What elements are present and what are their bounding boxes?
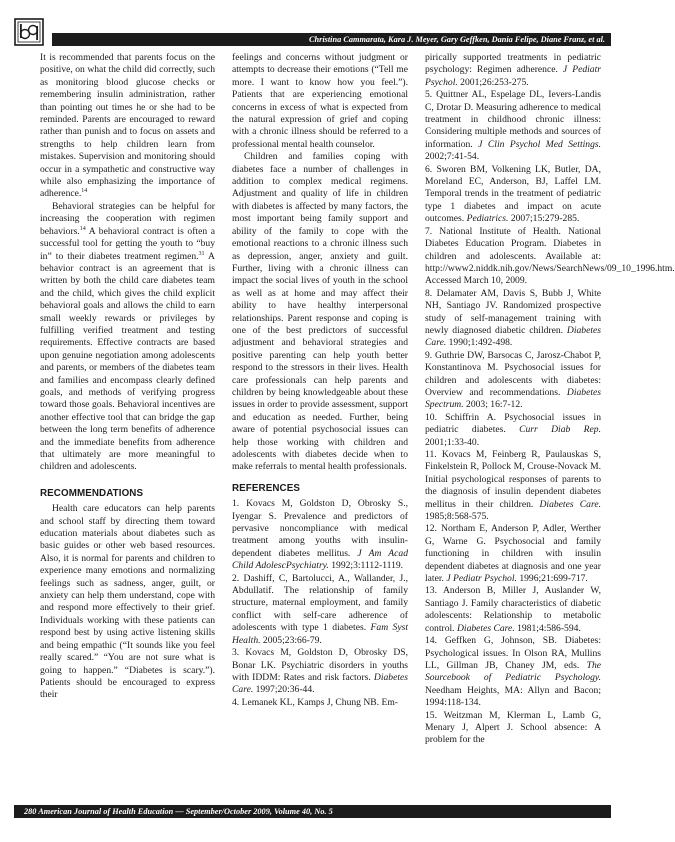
col1-paragraph-2: Behavioral strategies can be helpful for increasing the cooperation with regimen behaviors.$^{14}$ A behavioral contract is often a successful tool for getting the youth to “buy in” to their diabetes treatment regimen.$^{31}$ A behavior contract is an agreement that is written by both the child care diabetes team and the child, which gives the child explicit behavioral goals and allows the child to earn small weekly rewards or privileges by fulfilling verified treatment and testing requirements. Effective contracts are based upon genuine negotiation among adolescents and parents, or members of the diabetes team and families and encompass clearly defined goals, and methods of verifying progress toward those goals. Behavioral incentives are another effective tool that can bridge the gap between the long term benefits of adherence and the immediate benefits from adherence that ultimately are more meaningful to children and adolescents. — [40, 200, 215, 473]
references-list-col2 — [232, 498, 408, 709]
reference-entry: 14. Geffken G, Johnson, SB. Diabetes: Psychological issues. In Olson RA, Mullins LL, Gillman JB, Chaney JM, eds. The Sourcebook of Pediatric Psychology. Needham Heights, MA: Allyn and Bacon; 1994:118-134. — [425, 635, 601, 709]
references-heading: REFERENCES — [232, 482, 300, 494]
reference-entry: 1. Kovacs M, Goldston D, Obrosky S., Iyengar S. Prevalence and predictors of pervasive noncompliance with medical treatment among youths with insulin-dependent diabetes mellitus. J Am Acad Child AdolescPsychiatry. 1992;3:1112-1119. — [232, 498, 408, 572]
reference-entry: 7. National Institute of Health. National Diabetes Education Program. Diabetes in children and adolescents. Available at: http://www2.niddk.nih.gov/News/SearchNews/09_10_1996.htm. Accessed March 10, 2009. — [425, 225, 675, 287]
running-header — [52, 33, 611, 46]
col1-paragraph-1: It is recommended that parents focus on the positive, on what the child did correctly, such as monitoring blood glucose checks or remembering insulin administration, rather than pointing out times he or she had to be reminded. Parents are encouraged to reward rather than punish and to focus on assets and strengths to help children learn from mistakes. Supervision and monitoring should occur in a sympathetic and constructive way while also emphasizing the importance of adherence.$^{14}$ — [40, 52, 215, 200]
reference-entry: 3. Kovacs M, Goldston D, Obrosky DS, Bonar LK. Psychiatric disorders in youths with IDDM: Rates and risk factors. Diabetes Care. 1997;20:36-44. — [232, 647, 408, 696]
reference-entry: 6. Sworen BM, Volkening LK, Butler, DA, Moreland EC, Anderson, BJ, Laffel LM. Temporal trends in the treatment of pediatric type 1 diabetes and impact on acute outcomes. Pediatrics. 2007;15:279-285. — [425, 163, 601, 225]
reference-entry: 13. Anderson B, Miller J, Auslander W, Santiago J. Family characteristics of diabetic adolescents: Relationship to metabolic control. Diabetes Care. 1981;4:586-594. — [425, 585, 601, 634]
reference-entry: 8. Delamater AM, Davis S, Bubb J, White NH, Santiago JV. Randomized prospective study of self-management training with newly diagnosed diabetic children. Diabetes Care. 1990;1:492-498. — [425, 287, 601, 349]
journal-logo-icon — [14, 18, 44, 46]
reference-entry: 2. Dashiff, C, Bartolucci, A., Wallander, J., Abdullatif. The relationship of family structure, maternal employment, and family conflict with self-care adherence of adolescents with type 1 diabetes. Fam Syst Health. 2005;23:66-79. — [232, 572, 408, 646]
reference-entry: 11. Kovacs M, Feinberg R, Paulauskas S, Finkelstein R, Pollock M, Crouse-Novack M. Initial psychological responses of parents to the diagnosis of insulin dependent diabetes mellitus in their children. Diabetes Care. 1985;8:568-575. — [425, 449, 601, 523]
reference-entry: 12. Northam E, Anderson P, Adler, Werther G, Warne G. Psychosocial and family functioning in children with insulin dependent diabetes at diagnosis and one year later. J Pediatr Psychol. 1996;21:699-717. — [425, 523, 601, 585]
footer-citation: 280 American Journal of Health Education — September/October 2009, Volume 40, No. 5 — [24, 807, 333, 816]
col1-paragraph-3: Health care educators can help parents and school staff by directing them toward education materials about diabetes such as basic guides or other web based resources. Also, it is normal for parents and children to experience many emotions and normalizing feelings such as sadness, anger, guilt, or anxiety can help them understand, cope with and respond more effectively to their grief. Individuals working with these patients can respond best by using active listening skills and being empathic (“It sounds like you feel really scared.” “You are not sure what is going to happen.” “Diabetes is scary.”). Patients should be encouraged to express their — [40, 503, 215, 701]
running-footer — [14, 805, 611, 818]
reference-entry: 15. Weitzman M, Klerman L, Lamb G, Menary J, Alpert J. School absence: A problem for the — [425, 709, 601, 746]
col2-paragraph-1: feelings and concerns without judgment or attempts to decrease their emotions (“Tell me more. I want to know how you feel.”). Patients that are experiencing emotional concerns in excess of what is expected from the natural expression of grief and coping with a chronic illness should be referred to a professional mental health counselor. — [232, 52, 408, 150]
reference-entry: 9. Guthrie DW, Barsocas C, Jarosz-Chabot P, Konstantinova M. Psychosocial issues for children and adolescents with diabetes: Overview and recommendations. Diabetes Spectrum. 2003; 16:7-12. — [425, 349, 601, 411]
reference-entry: pirically supported treatments in pediatric psychology: Regimen adherence. J Pediatr Psychol. 2001;26:253-275. — [425, 52, 601, 88]
recommendations-heading: RECOMMENDATIONS — [40, 487, 144, 499]
references-list-col3 — [425, 52, 675, 747]
reference-entry: 4. Lemanek KL, Kamps J, Chung NB. Em- — [232, 696, 399, 708]
column-3 — [425, 52, 675, 747]
column-2 — [232, 52, 408, 709]
column-1 — [40, 52, 215, 702]
reference-entry: 5. Quittner AL, Espelage DL, Ievers-Landis C, Drotar D. Measuring adherence to medical treatment in childhood chronic illness: Considering multiple methods and sources of information. J Clin Psychol Med Settings. 2002;7:41-54. — [425, 89, 602, 163]
reference-entry: 10. Schiffrin A. Psychosocial issues in pediatric diabetes. Curr Diab Rep. 2001;1:33-40. — [425, 411, 601, 448]
header-authors: Christina Cammarata, Kara J. Meyer, Gary Geffken, Dania Felipe, Diane Franz, et al. — [308, 35, 605, 44]
col2-paragraph-2: Children and families coping with diabetes face a number of challenges in addition to complex medical regimens. Adjustment and quality of life in children with diabetes is affected by many factors, the most important being family support and ability of the family to cope with the emotional reactions to a chronic illness such as depression, anger, anxiety and guilt. Further, living with a chronic illness can impact the social lives of youth in the school as well as at home and may affect their ability to have healthy interpersonal relationships. Parent response and coping is one of the best predictors of successful adjustment and behavioral strategies and positive parenting can help youth better respond to the stressors in their lives. Health care professionals can help parents and children by being knowledgeable about these issues in order to provide assessment, support and education as needed. Further, being aware of potential psychosocial issues can help those working with children and adolescents with diabetes decide when to make referrals to mental health professionals. — [232, 151, 408, 473]
